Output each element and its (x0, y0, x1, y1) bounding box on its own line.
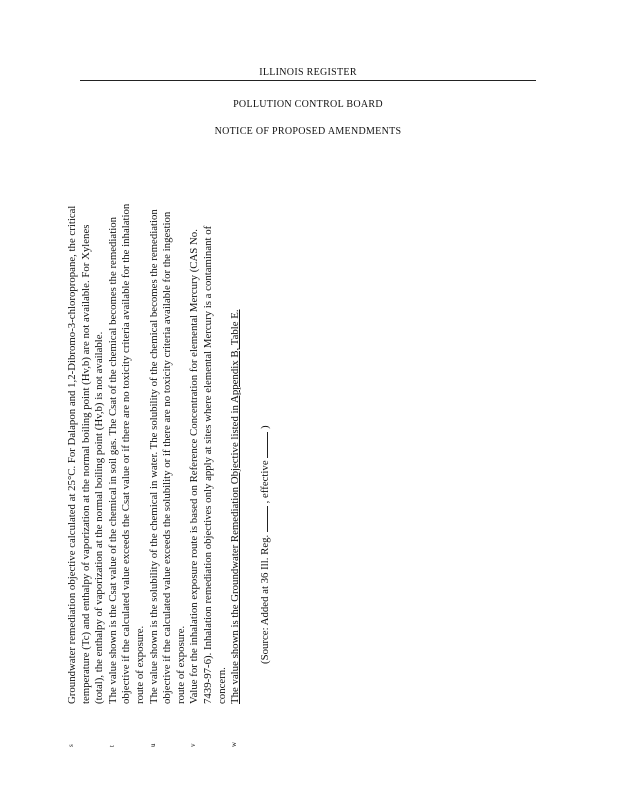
footnote-line: The value shown is the solubility of the chemical in water. The solubility of the chemical becomes the remediation (147, 209, 160, 704)
board-title: POLLUTION CONTROL BOARD (233, 99, 383, 110)
footnote-v (188, 140, 229, 750)
footnote-line: temperature (Tc) and enthalpy of vaporization at the normal boiling point (Hv,b) are not available. For Xylenes (79, 224, 92, 704)
footnote-line: (total), the enthalpy of vaporization at the normal boiling point (Hv,b) is not available. (93, 331, 106, 704)
source-blank (257, 506, 268, 532)
footnote-marker: v (189, 743, 198, 747)
footnote-w (229, 140, 243, 750)
footnote-marker: t (107, 745, 116, 747)
footnotes-body (66, 140, 296, 750)
source-note (257, 140, 273, 750)
footnote-line: The value shown is the Groundwater Remediation Objective listed in Appendix B, Table E. (229, 309, 242, 704)
footnote-line: 7439-97-6). Inhalation remediation objectives only apply at sites where elemental Mercury is a contaminant of (201, 225, 214, 704)
footnote-line: route of exposure. (133, 625, 146, 704)
notice-title: NOTICE OF PROPOSED AMENDMENTS (214, 126, 402, 137)
footnote-line: route of exposure. (174, 625, 187, 704)
footnote-line: concern. (215, 667, 228, 704)
source-blank (257, 432, 268, 458)
footnote-line: objective if the calculated value exceeds the Csat value or if there are no toxicity criteria available for the inhalation (120, 203, 133, 704)
header-rule (80, 80, 536, 81)
source-prefix: (Source: Added at 36 Ill. Reg. (258, 534, 271, 664)
register-title: ILLINOIS REGISTER (259, 67, 357, 78)
footnote-marker: w (230, 741, 239, 747)
footnote-marker: u (148, 743, 157, 747)
footnote-t (107, 140, 148, 750)
footnote-u (148, 140, 189, 750)
footnote-line: The value shown is the Csat value of the chemical in soil gas. The Csat of the chemical becomes the remediation (106, 216, 119, 704)
footnote-line: objective if the calculated value exceeds the solubility or if there are no toxicity criteria available for the ingestion (161, 211, 174, 704)
footnote-s (66, 140, 107, 750)
footnote-marker: s (67, 744, 75, 747)
footnote-line: Value for the inhalation exposure route is based on Reference Concentration for elemental Mercury (CAS No. (188, 229, 201, 704)
source-middle: , effective (258, 460, 271, 504)
footnote-line: Groundwater remediation objective calculated at 25°C. For Dalapon and 1,2-Dibromo-3-chloropropane, the critical (66, 205, 78, 704)
source-suffix: ) (258, 425, 271, 429)
